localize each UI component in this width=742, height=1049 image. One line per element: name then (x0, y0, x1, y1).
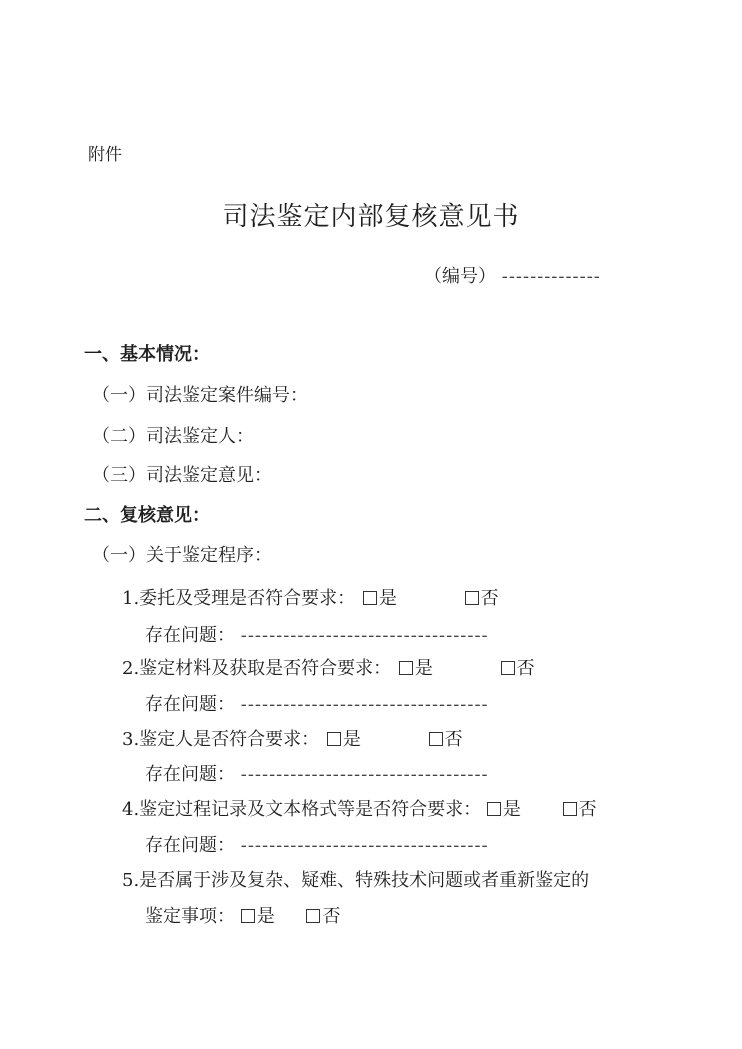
question-4 (122, 795, 597, 821)
q4-no-option[interactable]: 否 (563, 795, 597, 821)
number-label: （编号） (424, 266, 496, 287)
checkbox-icon[interactable] (399, 661, 413, 675)
appraiser-field: （二）司法鉴定人： (92, 426, 254, 447)
q2-issue-line (145, 690, 489, 716)
question-5-continued (145, 902, 340, 928)
question-3-text: 3.鉴定人是否符合要求： (122, 729, 320, 750)
q2-yes-option[interactable]: 是 (399, 654, 433, 680)
issue-blank[interactable]: ----------------------------------- (240, 694, 489, 715)
issue-blank[interactable]: ----------------------------------- (240, 764, 489, 785)
checkbox-icon[interactable] (563, 802, 577, 816)
document-number (424, 262, 601, 288)
question-4-text: 4.鉴定过程记录及文本格式等是否符合要求： (122, 799, 482, 820)
attachment-label: 附件 (88, 145, 122, 165)
question-2 (122, 654, 535, 680)
issue-blank[interactable]: ----------------------------------- (240, 625, 489, 646)
section-basic-heading: 一、基本情况： (84, 344, 210, 365)
question-1 (122, 584, 499, 610)
q4-yes-option[interactable]: 是 (487, 795, 521, 821)
question-2-text: 2.鉴定材料及获取是否符合要求： (122, 658, 392, 679)
checkbox-icon[interactable] (501, 661, 515, 675)
question-1-text: 1.委托及受理是否符合要求： (122, 588, 356, 609)
procedure-subheading: （一）关于鉴定程序： (92, 545, 272, 566)
checkbox-icon[interactable] (241, 909, 255, 923)
appraisal-opinion-field: （三）司法鉴定意见： (92, 465, 272, 486)
checkbox-icon[interactable] (487, 802, 501, 816)
q1-no-option[interactable]: 否 (465, 584, 499, 610)
section-review-heading: 二、复核意见： (84, 505, 210, 526)
question-5-text: 5.是否属于涉及复杂、疑难、特殊技术问题或者重新鉴定的 (122, 870, 590, 891)
checkbox-icon[interactable] (363, 591, 377, 605)
issue-label: 存在问题： (145, 625, 235, 646)
checkbox-icon[interactable] (306, 909, 320, 923)
issue-label: 存在问题： (145, 835, 235, 856)
number-blank[interactable]: -------------- (501, 266, 601, 287)
checkbox-icon[interactable] (429, 732, 443, 746)
q4-issue-line (145, 831, 489, 857)
q2-no-option[interactable]: 否 (501, 654, 535, 680)
document-title: 司法鉴定内部复核意见书 (222, 202, 520, 232)
issue-label: 存在问题： (145, 764, 235, 785)
q3-no-option[interactable]: 否 (429, 725, 463, 751)
q1-yes-option[interactable]: 是 (363, 584, 397, 610)
q3-issue-line (145, 760, 489, 786)
issue-blank[interactable]: ----------------------------------- (240, 835, 489, 856)
q3-yes-option[interactable]: 是 (327, 725, 361, 751)
q1-issue-line (145, 621, 489, 647)
case-number-field: （一）司法鉴定案件编号： (92, 385, 308, 406)
question-3 (122, 725, 463, 751)
checkbox-icon[interactable] (465, 591, 479, 605)
issue-label: 存在问题： (145, 694, 235, 715)
q5-no-option[interactable]: 否 (306, 902, 340, 928)
checkbox-icon[interactable] (327, 732, 341, 746)
question-5-cont-text: 鉴定事项： (145, 906, 235, 927)
q5-yes-option[interactable]: 是 (241, 902, 275, 928)
question-5 (122, 866, 589, 892)
